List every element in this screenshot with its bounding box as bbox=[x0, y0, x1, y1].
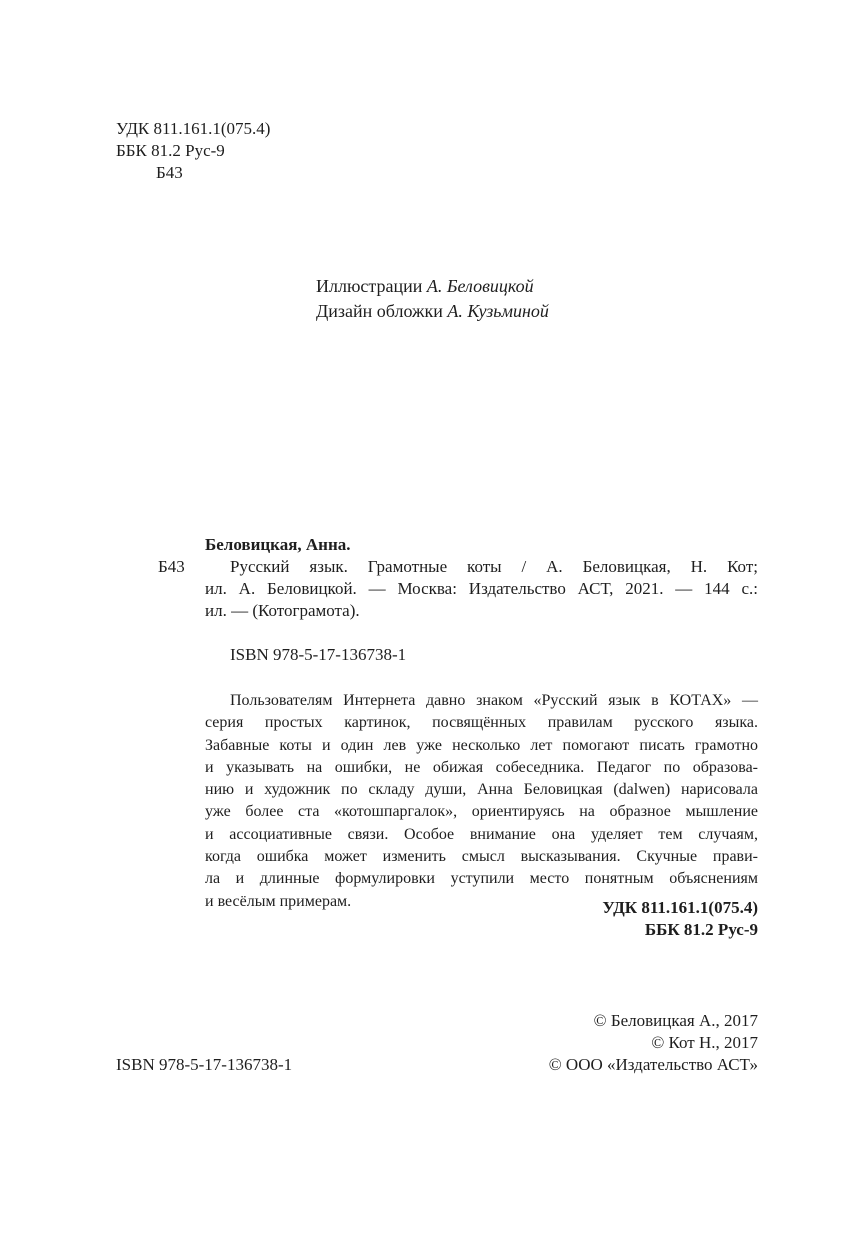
illustrator-name: А. Беловицкой bbox=[426, 276, 534, 296]
illustrations-credit bbox=[316, 274, 549, 299]
credits bbox=[316, 274, 549, 324]
classification-codes-bold bbox=[505, 897, 758, 941]
cover-designer-name: А. Кузьминой bbox=[447, 301, 549, 321]
annotation-line: уже более ста «котошпаргалок», ориентируясь на образное мышление bbox=[205, 803, 758, 821]
annotation-line: Забавные коты и один лев уже несколько лет помогают писать грамотно bbox=[205, 736, 758, 754]
isbn-bottom: ISBN 978-5-17-136738-1 bbox=[116, 1055, 293, 1074]
reference-line: ил. А. Беловицкой. — Москва: Издательство АСТ, 2021. — 144 с.: bbox=[205, 579, 758, 598]
cover-design-label: Дизайн обложки bbox=[316, 301, 443, 321]
catalog-isbn: ISBN 978-5-17-136738-1 bbox=[230, 645, 407, 664]
copyright-line: © Беловицкая А., 2017 bbox=[593, 1011, 758, 1030]
cover-design-credit bbox=[316, 299, 549, 324]
annotation-line: и указывать на ошибки, не обижая собеседника. Педагог по образова- bbox=[205, 758, 758, 776]
copyright-line: © Кот Н., 2017 bbox=[651, 1033, 758, 1052]
copyright-block bbox=[455, 1010, 758, 1076]
author-mark: Б43 bbox=[156, 163, 183, 182]
bbk-code-bold: ББК 81.2 Рус-9 bbox=[644, 920, 758, 939]
annotation-line: нию и художник по складу души, Анна Беловицкая (dalwen) нарисовала bbox=[205, 781, 758, 799]
annotation-line: и весёлым примерам. bbox=[205, 892, 352, 910]
illustrations-label: Иллюстрации bbox=[316, 276, 423, 296]
catalog-code: Б43 bbox=[158, 557, 185, 576]
annotation-line: серия простых картинок, посвящённых правилам русского языка. bbox=[205, 714, 758, 732]
classification-codes bbox=[116, 118, 270, 184]
catalog-author: Беловицкая, Анна. bbox=[205, 535, 351, 554]
copyright-line: © ООО «Издательство АСТ» bbox=[548, 1055, 758, 1074]
annotation-line: когда ошибка может изменить смысл высказывания. Скучные прави- bbox=[205, 848, 758, 866]
annotation bbox=[205, 690, 758, 913]
reference-line: Русский язык. Грамотные коты / А. Беловицкая, Н. Кот; bbox=[230, 557, 758, 576]
bbk-code: ББК 81.2 Рус-9 bbox=[116, 141, 225, 160]
bibliographic-reference bbox=[205, 556, 758, 622]
annotation-line: ла и длинные формулировки уступили место понятным объяснениям bbox=[205, 870, 758, 888]
udk-code-bold: УДК 811.161.1(075.4) bbox=[602, 898, 758, 917]
annotation-line: Пользователям Интернета давно знаком «Русский язык в КОТАХ» — bbox=[230, 692, 758, 709]
annotation-line: и ассоциативные связи. Особое внимание она уделяет тем случаям, bbox=[205, 825, 758, 843]
udk-code: УДК 811.161.1(075.4) bbox=[116, 119, 271, 138]
reference-line: ил. — (Котограмота). bbox=[205, 601, 360, 620]
